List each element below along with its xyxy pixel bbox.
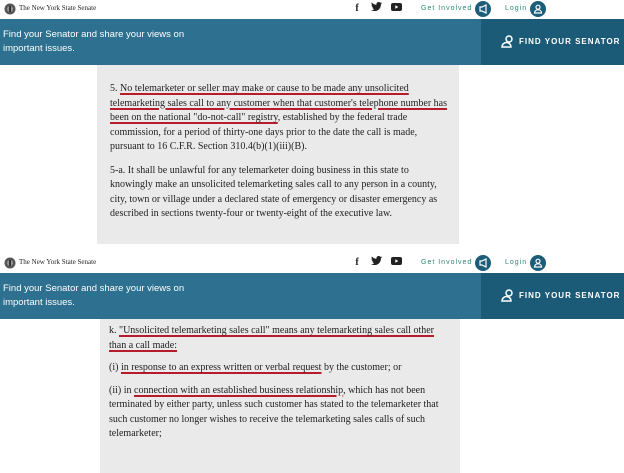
site-name[interactable]: The New York State Senate <box>19 258 97 266</box>
find-senator-banner <box>0 273 624 319</box>
location-user-icon <box>501 289 514 302</box>
paragraph-number: 5. <box>110 83 120 94</box>
find-your-senator-button[interactable] <box>481 273 624 319</box>
law-text-document <box>97 65 459 244</box>
find-your-senator-label: FIND YOUR SENATOR <box>519 37 621 46</box>
site-name[interactable]: The New York State Senate <box>19 4 97 12</box>
get-involved-link[interactable]: Get Involved <box>421 259 473 266</box>
facebook-icon[interactable]: f <box>355 3 359 14</box>
clause-text: , which has not been terminated by either party, unless such customer has stated to the telemarketer that such customer no longer wishes to receive the telemarketing sales calls of such telemarketer; <box>109 384 439 439</box>
highlighted-text: in response to an express written or verbal request <box>120 362 322 373</box>
site-header <box>0 254 624 273</box>
megaphone-icon[interactable] <box>475 1 491 17</box>
login-link[interactable]: Login <box>505 259 528 266</box>
clause-number: (ii) in <box>109 384 134 396</box>
law-text-document <box>100 319 460 473</box>
clause-number: (i) <box>109 362 121 373</box>
state-seal-icon[interactable] <box>4 3 16 15</box>
find-your-senator-button[interactable] <box>481 19 624 65</box>
banner-text: Find your Senator and share your views on important issues. <box>3 29 185 54</box>
megaphone-icon[interactable] <box>475 255 491 271</box>
site-header <box>0 0 624 19</box>
twitter-icon[interactable] <box>369 256 383 270</box>
highlighted-text: No telemarketer or seller may make or cause to be made any unsolicited telemarketing sales call to any customer when that customer's telephone number has been on the national "do-not-call" registry <box>110 83 447 123</box>
banner-text: Find your Senator and share your views on important issues. <box>3 283 185 308</box>
twitter-icon[interactable] <box>369 2 383 16</box>
user-icon[interactable] <box>530 255 546 271</box>
law-paragraph-5 <box>110 82 449 155</box>
law-clause-ii <box>109 384 452 442</box>
youtube-icon[interactable] <box>389 2 403 16</box>
location-user-icon <box>501 35 514 48</box>
paragraph-number: k. <box>109 325 119 336</box>
get-involved-link[interactable]: Get Involved <box>421 5 473 12</box>
user-icon[interactable] <box>530 1 546 17</box>
find-senator-banner <box>0 19 624 65</box>
highlighted-text: connection with an established business relationship <box>134 384 344 396</box>
youtube-icon[interactable] <box>389 256 403 270</box>
law-definition-k <box>109 324 452 353</box>
law-paragraph-5a: 5-a. It shall be unlawful for any telemarketer doing business in this state to knowingly make an unsolicited telemarketing sales call to any person in a county, city, town or village under a declared state of emergency or disaster emergency as described in sections twenty-four or twenty-eight of the executive law. <box>110 164 438 219</box>
law-clause-i <box>109 361 452 376</box>
facebook-icon[interactable]: f <box>355 257 359 268</box>
screenshot-panel-bottom <box>0 254 624 473</box>
highlighted-text: "Unsolicited telemarketing sales call" means any telemarketing sales call other than a call made: <box>109 325 434 351</box>
find-your-senator-label: FIND YOUR SENATOR <box>519 291 621 300</box>
clause-text: by the customer; or <box>321 362 402 373</box>
state-seal-icon[interactable] <box>4 257 16 269</box>
login-link[interactable]: Login <box>505 5 528 12</box>
paragraph-text: , established by the federal trade commission, for a period of thirty-one days prior to the date the call is made, pursuant to 16 C.F.R. Section 310.4(b)(1)(iii)(B). <box>110 112 418 152</box>
